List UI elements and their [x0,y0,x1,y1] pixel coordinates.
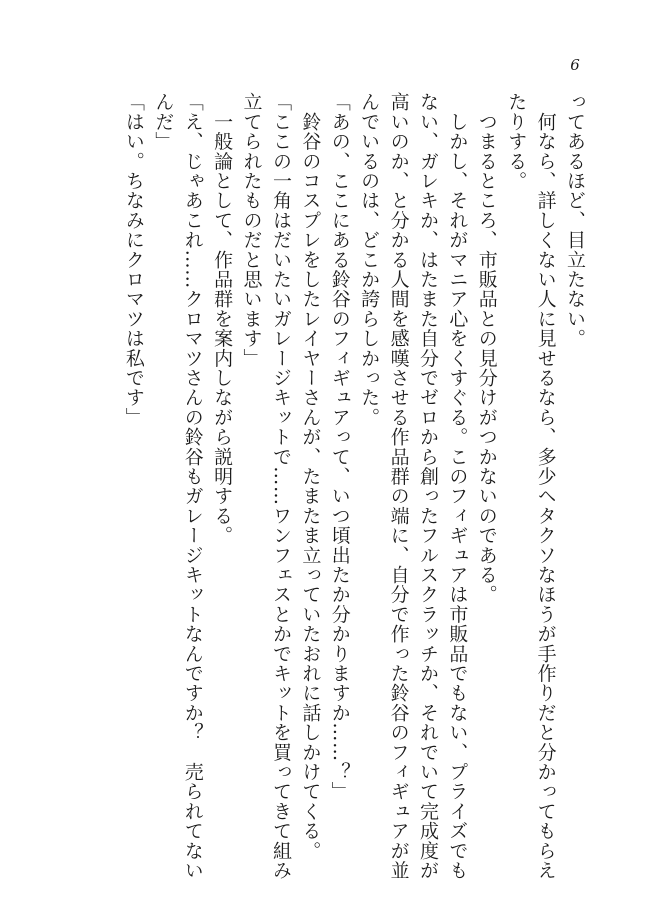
text-line: 「ここの一角はだいたいガレージキットで……ワンフェスとかでキットを買ってきて組み [269,92,292,880]
vertical-text-body [119,92,590,880]
text-line: 鈴谷のコスプレをしたレイヤーさんが、たまたま立っていたおれに話しかけてくる。 [299,92,322,861]
text-line: ない、ガレキか、はたまた自分でゼロから創ったフルスクラッチか、それでいて完成度が [416,92,439,880]
text-line: 「はい。ちなみにクロマツは私です」 [122,92,145,427]
text-line: 「あの、ここにある鈴谷のフィギュアって、いつ頃出たか分かりますか……？」 [328,92,351,802]
text-line: ってあるほど、目立たない。 [564,92,586,349]
text-line: んでいるのは、どこか誇らしかった。 [358,92,381,427]
text-line: 一般論として、作品群を案内しながら説明する。 [211,92,234,546]
page-number: 6 [570,56,580,74]
text-line: んだ」 [152,92,175,152]
text-line: 立てられたものだと思います」 [240,92,263,368]
text-line: つまるところ、市販品との見分けがつかないのである。 [475,92,498,605]
text-line: 高いのか、と分かる人間を感嘆させる作品群の端に、自分で作った鈴谷のフィギュアが並 [387,92,410,880]
text-line: しかし、それがマニア心をくすぐる。このフィギュアは市販品でもない、プライズでも [446,92,469,880]
text-line: 「え、じゃあこれ……クロマツさんの鈴谷もガレージキットなんですか？ 売られてない [181,92,204,880]
text-line: 何なら、詳しくない人に見せるなら、多少ヘタクソなほうが手作りだと分かってもらえ [534,92,557,880]
text-line: たりする。 [505,92,528,191]
